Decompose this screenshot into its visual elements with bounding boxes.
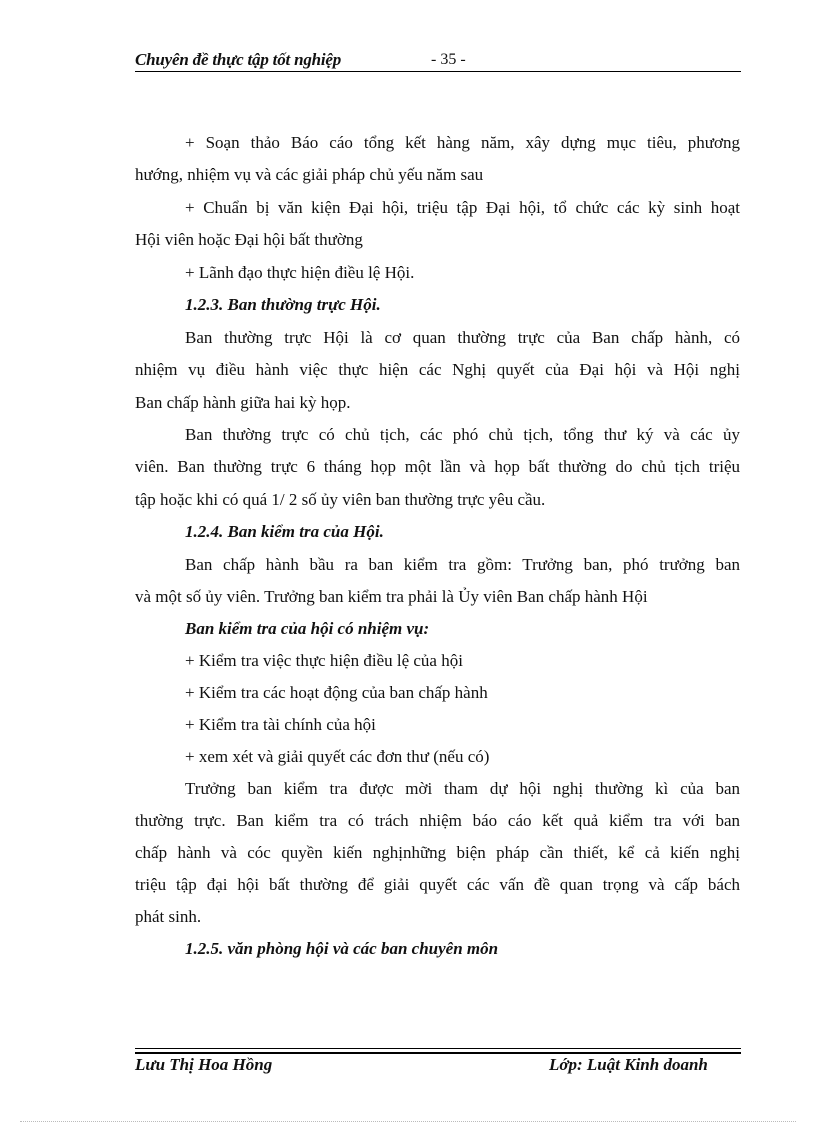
list-item: + Kiểm tra tài chính của hội: [185, 715, 376, 734]
paragraph-line: viên. Ban thường trực 6 tháng họp một lần và họp bất thường do chủ tịch triệu: [135, 457, 740, 476]
paragraph-line: và một số ủy viên. Trưởng ban kiểm tra phải là Ủy viên Ban chấp hành Hội: [135, 587, 648, 606]
paragraph-line: phát sinh.: [135, 907, 202, 926]
page-header: [135, 48, 740, 72]
header-title: Chuyên đề thực tập tốt nghiệp: [135, 50, 342, 69]
paragraph-line: hướng, nhiệm vụ và các giải pháp chủ yếu năm sau: [135, 165, 484, 184]
paragraph-line: nhiệm vụ điều hành việc thực hiện các Nghị quyết của Đại hội và Hội nghị: [135, 360, 740, 379]
paragraph-line: Ban chấp hành giữa hai kỳ họp.: [135, 393, 351, 412]
header-rule: [135, 71, 741, 72]
page-number: - 35 -: [431, 51, 466, 68]
paragraph-line: thường trực. Ban kiểm tra có trách nhiệm báo cáo kết quả kiểm tra với ban: [135, 811, 740, 830]
section-heading: 1.2.5. văn phòng hội và các ban chuyên môn: [185, 939, 499, 958]
footer-author: Lưu Thị Hoa Hồng: [135, 1055, 273, 1074]
paragraph-line: + Chuẩn bị văn kiện Đại hội, triệu tập Đại hội, tổ chức các kỳ sinh hoạt: [185, 198, 740, 217]
paragraph-line: + Lãnh đạo thực hiện điều lệ Hội.: [185, 263, 415, 282]
paragraph-line: Hội viên hoặc Đại hội bất thường: [135, 230, 363, 249]
paragraph-line: Ban thường trực có chủ tịch, các phó chủ tịch, tổng thư ký và các ủy: [185, 425, 740, 444]
footer-class: Lớp: Luật Kinh doanh: [549, 1055, 708, 1074]
paragraph-line: triệu tập đại hội bất thường để giải quyết các vấn đề quan trọng và cấp bách: [135, 875, 740, 894]
subheading: Ban kiểm tra của hội có nhiệm vụ:: [185, 619, 430, 638]
page-edge: [20, 1121, 796, 1122]
paragraph-line: Ban chấp hành bầu ra ban kiểm tra gồm: Trưởng ban, phó trưởng ban: [185, 555, 740, 574]
section-heading: 1.2.3. Ban thường trực Hội.: [185, 295, 381, 314]
section-heading: 1.2.4. Ban kiểm tra của Hội.: [185, 522, 384, 541]
footer-rule-thick: [135, 1052, 741, 1054]
paragraph-line: Ban thường trực Hội là cơ quan thường trực của Ban chấp hành, có: [185, 328, 740, 347]
paragraph-line: tập hoặc khi có quá 1/ 2 số ủy viên ban thường trực yêu cầu.: [135, 490, 546, 509]
paragraph-line: Trưởng ban kiểm tra được mời tham dự hội nghị thường kì của ban: [185, 779, 740, 798]
footer-rule: [135, 1048, 741, 1049]
paragraph-line: + Soạn thảo Báo cáo tổng kết hàng năm, xây dựng mục tiêu, phương: [185, 133, 740, 152]
list-item: + xem xét và giải quyết các đơn thư (nếu có): [185, 747, 490, 766]
list-item: + Kiểm tra các hoạt động của ban chấp hành: [185, 683, 488, 702]
paragraph-line: chấp hành và cóc quyền kiến nghịnhững biện pháp cần thiết, kể cả kiến nghị: [135, 843, 740, 862]
list-item: + Kiểm tra việc thực hiện điều lệ của hội: [185, 651, 463, 670]
